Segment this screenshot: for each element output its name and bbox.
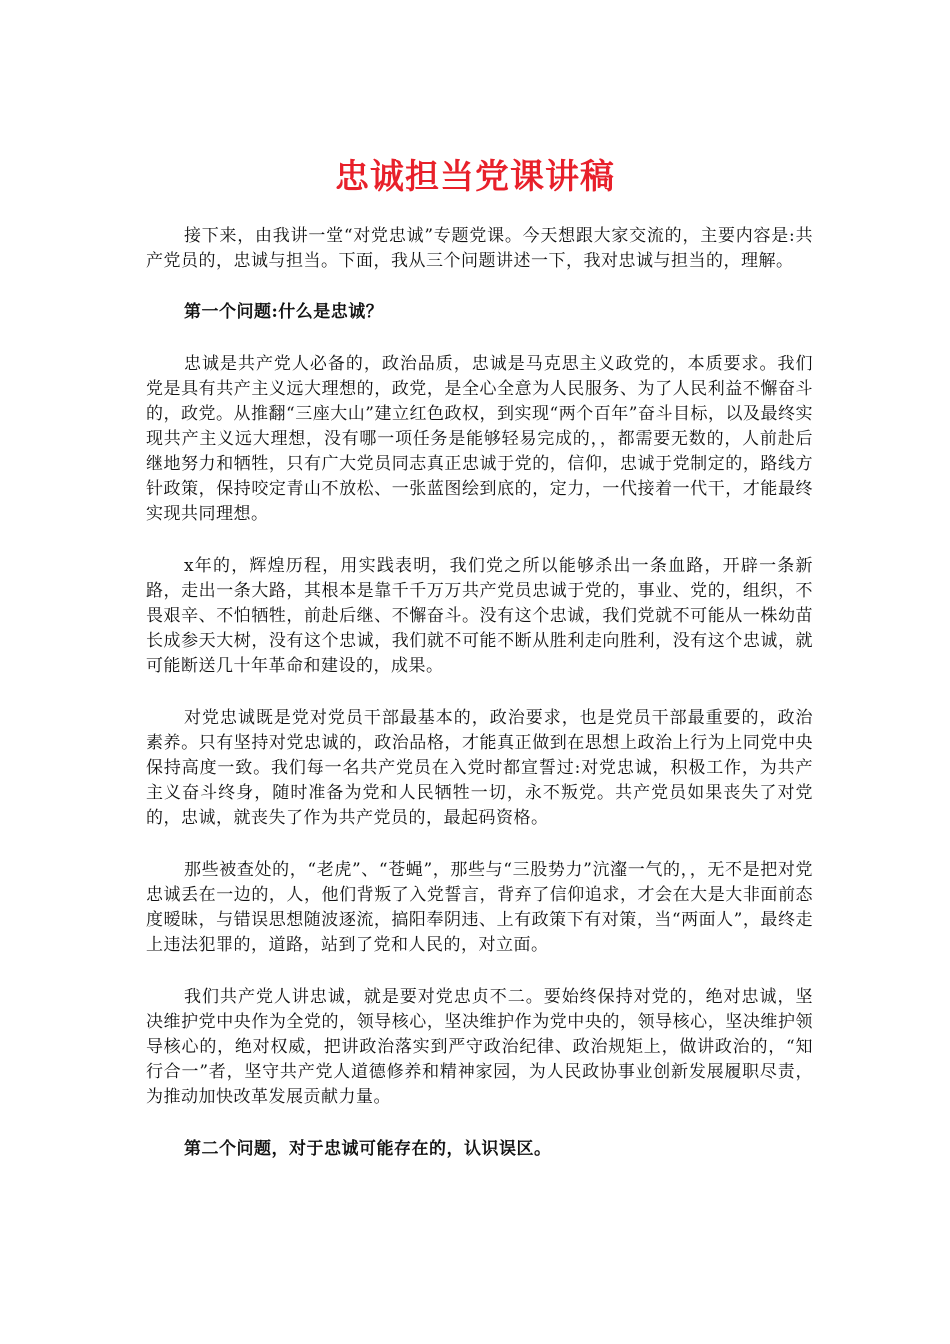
body-paragraph-1: 忠诚是共产党人必备的，政治品质，忠诚是马克思主义政党的，本质要求。我们党是具有共产主义远大理想的，政党，是全心全意为人民服务、为了人民利益不懈奋斗的，政党。从推翻“三座大山”建立红色政权，到实现“两个百年”奋斗目标，以及最终实现共产主义远大理想，没有哪一项任务是能够轻易完成的，，都需要无数的，人前赴后继地努力和牺牲，只有广大党员同志真正忠诚于党的，信仰，忠诚于党制定的，路线方针政策，保持咬定青山不放松、一张蓝图绘到底的，定力，一代接着一代干，才能最终实现共同理想。 [146, 354, 813, 524]
document-body [146, 224, 813, 1162]
body-paragraph-2: x年的，辉煌历程，用实践表明，我们党之所以能够杀出一条血路，开辟一条新路，走出一条大路，其根本是靠千千万万共产党员忠诚于党的，事业、党的，组织，不畏艰辛、不怕牺牲，前赴后继、不懈奋斗。没有这个忠诚，我们党就不可能从一株幼苗长成参天大树，没有这个忠诚，我们就不可能不断从胜利走向胜利，没有这个忠诚，就可能断送几十年革命和建设的，成果。 [146, 556, 813, 676]
intro-paragraph: 接下来，由我讲一堂“对党忠诚”专题党课。今天想跟大家交流的，主要内容是:共产党员的，忠诚与担当。下面，我从三个问题讲述一下，我对忠诚与担当的，理解。 [146, 226, 813, 271]
section-heading-1: 第一个问题:什么是忠诚？ [184, 302, 384, 322]
body-paragraph-4: 那些被查处的，“老虎”、“苍蝇”，那些与“三股势力”沆瀣一气的，，无不是把对党忠诚丢在一边的，人，他们背叛了入党誓言，背弃了信仰追求，才会在大是大非面前态度暧昧，与错误思想随波逐流，搞阳奉阴违、上有政策下有对策，当“两面人”，最终走上违法犯罪的，道路，站到了党和人民的，对立面。 [146, 860, 813, 955]
document-title: 忠诚担当党课讲稿 [335, 157, 615, 197]
body-paragraph-5: 我们共产党人讲忠诚，就是要对党忠贞不二。要始终保持对党的，绝对忠诚，坚决维护党中央作为全党的，领导核心，坚决维护作为党中央的，领导核心，坚决维护领导核心的，绝对权威，把讲政治落实到严守政治纪律、政治规矩上，做讲政治的，“知行合一”者，坚守共产党人道德修养和精神家园，为人民政协事业创新发展履职尽责，为推动加快改革发展贡献力量。 [146, 987, 813, 1107]
body-paragraph-3: 对党忠诚既是党对党员干部最基本的，政治要求，也是党员干部最重要的，政治素养。只有坚持对党忠诚的，政治品格，才能真正做到在思想上政治上行为上同党中央保持高度一致。我们每一名共产党员在入党时都宣誓过:对党忠诚，积极工作，为共产主义奋斗终身，随时准备为党和人民牺牲一切，永不叛党。共产党员如果丧失了对党的，忠诚，就丧失了作为共产党员的，最起码资格。 [146, 708, 813, 828]
section-heading-2: 第二个问题，对于忠诚可能存在的，认识误区。 [184, 1139, 552, 1159]
